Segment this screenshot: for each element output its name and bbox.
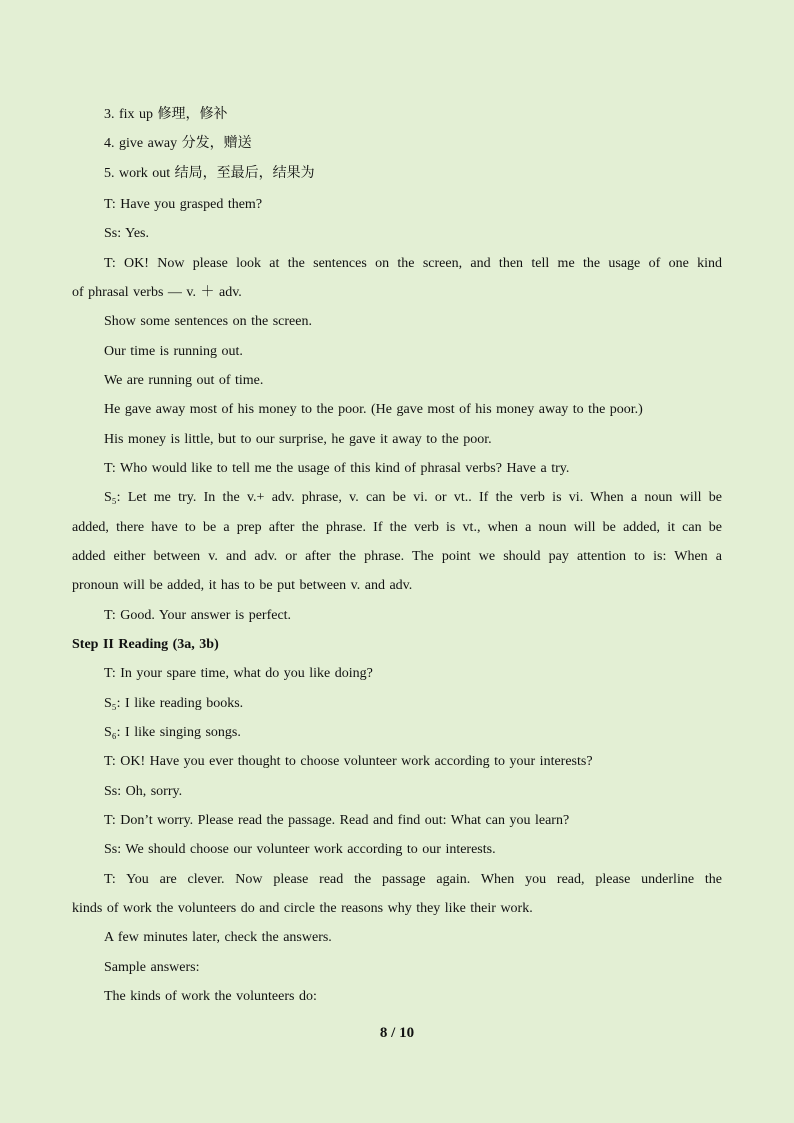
text-line-show-sentences: Show some sentences on the screen. <box>104 314 312 329</box>
text-line-student-answer-2: added, there have to be a prep after the phrase. If the verb is vt., when a noun will be added, it can be <box>72 520 722 535</box>
text-line-example-3: He gave away most of his money to the poor. (He gave most of his money away to the poor.) <box>104 402 643 417</box>
text-line-example-4: His money is little, but to our surprise, he gave it away to the poor. <box>104 432 492 447</box>
text-line-students-answer: Ss: Yes. <box>104 226 149 241</box>
text-line-example-2: We are running out of time. <box>104 373 264 388</box>
text-line-volunteer-kinds: The kinds of work the volunteers do: <box>104 989 317 1004</box>
text-line-teacher-prompt: T: Who would like to tell me the usage of this kind of phrasal verbs? Have a try. <box>104 461 570 476</box>
text-line-students-interests: Ss: We should choose our volunteer work according to our interests. <box>104 842 496 857</box>
text-line-kinds-of-work: kinds of work the volunteers do and circle the reasons why they like their work. <box>72 901 533 916</box>
text-line-student-5-reading: S₅: I like reading books. <box>104 696 244 711</box>
text-line-phrase-5: 5. work out 结局，至最后，结果为 <box>104 166 315 181</box>
page-number: 8 / 10 <box>379 1025 415 1041</box>
text-line-phrase-3: 3. fix up 修理，修补 <box>104 107 228 122</box>
text-line-student-answer-4: pronoun will be added, it has to be put between v. and adv. <box>72 578 413 593</box>
text-line-teacher-volunteer-work: T: OK! Have you ever thought to choose volunteer work according to your interests? <box>104 754 593 769</box>
text-line-teacher-feedback: T: Good. Your answer is perfect. <box>104 608 292 623</box>
text-line-verb-pattern: of phrasal verbs — v. ＋ adv. <box>72 285 242 300</box>
text-line-teacher-underline: T: You are clever. Now please read the passage again. When you read, please underline the <box>104 872 722 887</box>
text-line-teacher-spare-time: T: In your spare time, what do you like doing? <box>104 666 373 681</box>
text-line-teacher-question: T: Have you grasped them? <box>104 197 263 212</box>
text-line-student-answer-3: added either between v. and adv. or after the phrase. The point we should pay attention to is: When a <box>72 549 722 564</box>
text-line-student-6-singing: S₆: I like singing songs. <box>104 725 241 740</box>
text-line-example-1: Our time is running out. <box>104 344 243 359</box>
text-line-teacher-read-passage: T: Don’t worry. Please read the passage. Read and find out: What can you learn? <box>104 813 570 828</box>
text-line-teacher-instruction: T: OK! Now please look at the sentences on the screen, and then tell me the usage of one kind <box>104 256 722 271</box>
text-line-student-answer-1: S₅: Let me try. In the v.+ adv. phrase, v. can be vi. or vt.. If the verb is vi. When a noun will be <box>104 490 722 505</box>
text-line-sample-answers: Sample answers: <box>104 960 200 975</box>
text-line-students-sorry: Ss: Oh, sorry. <box>104 784 183 799</box>
text-line-phrase-4: 4. give away 分发，赠送 <box>104 136 252 151</box>
section-heading-reading: Step II Reading (3a, 3b) <box>72 637 219 652</box>
text-line-check-answers: A few minutes later, check the answers. <box>104 930 332 945</box>
